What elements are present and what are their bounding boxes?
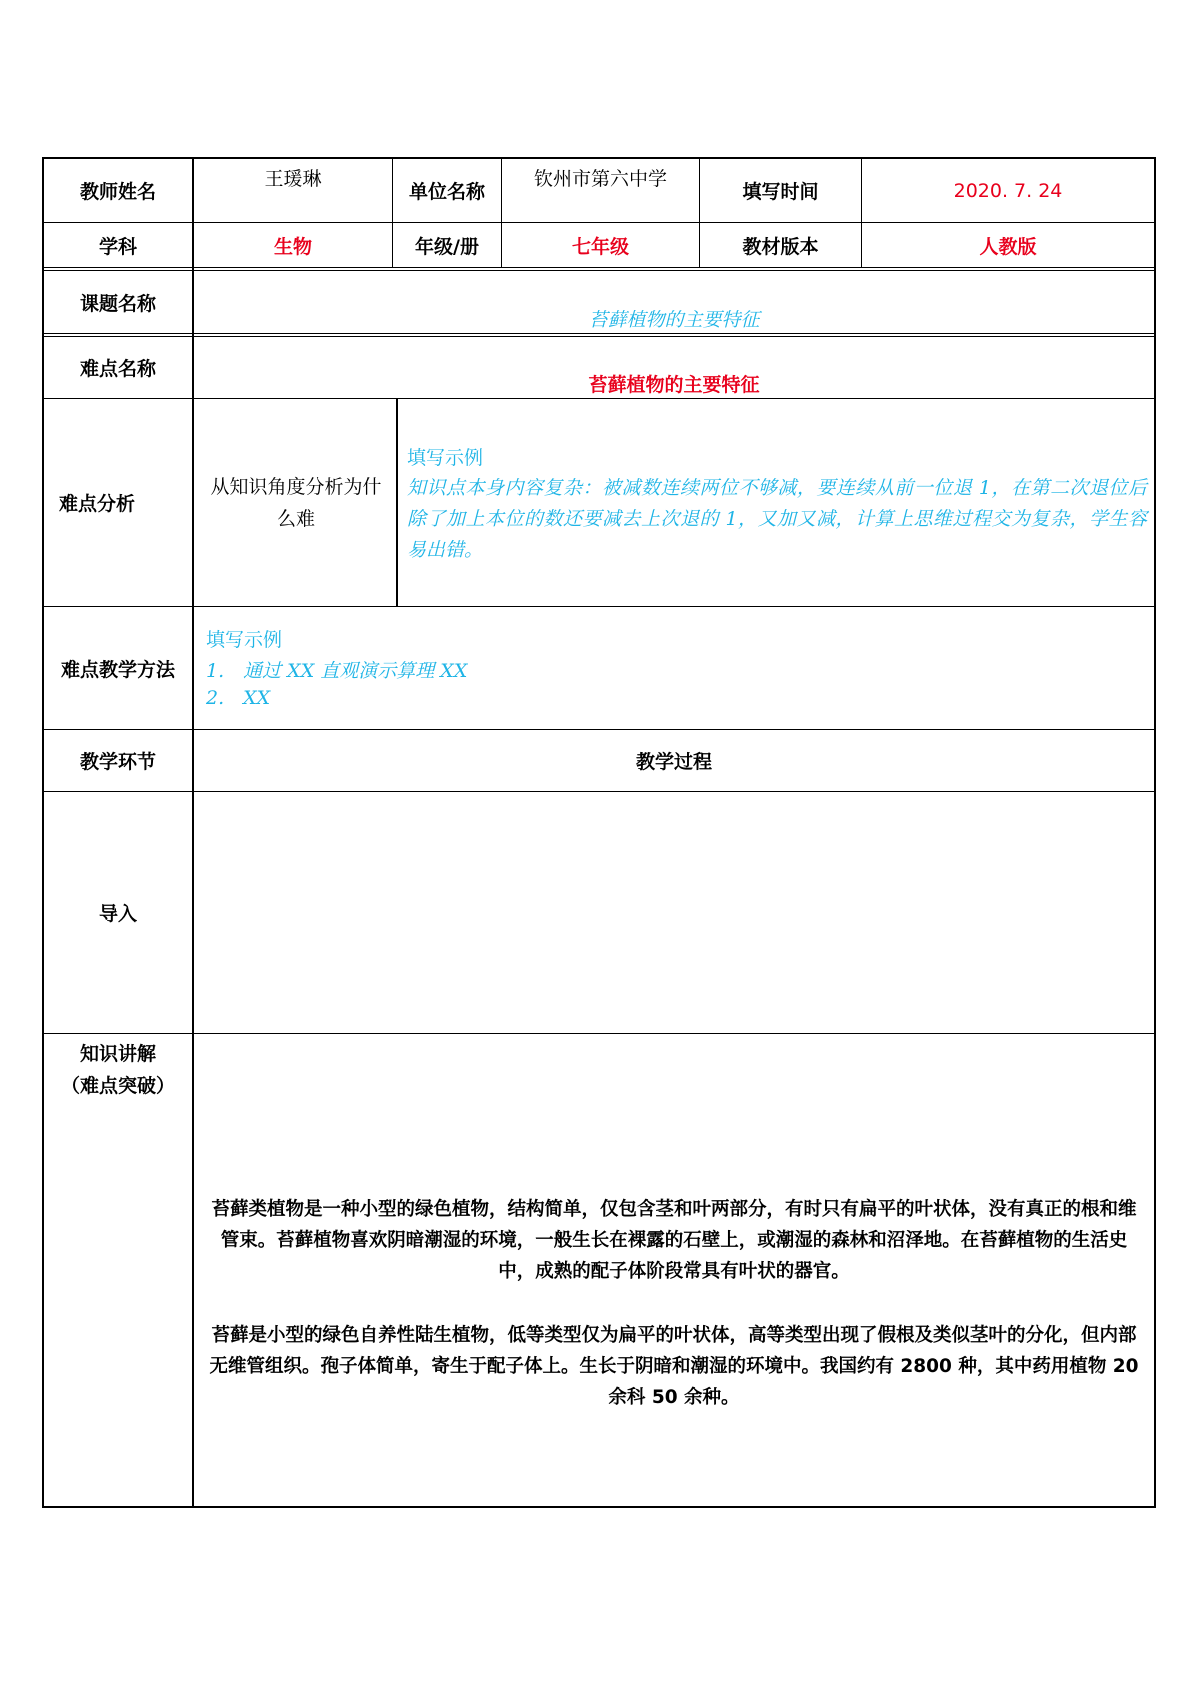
teacher-name-value: 王瑗琳 [264, 168, 322, 190]
teacher-name-label: 教师姓名 [79, 181, 156, 203]
border-bottom [42, 1506, 1156, 1508]
row-divider [42, 336, 1156, 337]
analysis-label: 难点分析 [58, 493, 135, 515]
row-divider [42, 333, 1156, 334]
analysis-sub-label: 从知识角度分析为什么难 [210, 475, 382, 530]
grade-value: 七年级 [571, 235, 629, 258]
fill-date-value: 2020. 7. 24 [953, 179, 1063, 202]
method-item-1: 1. 通过 XX 直观演示算理 XX [206, 660, 468, 682]
col-divider [396, 398, 398, 606]
fill-date-label: 填写时间 [742, 181, 819, 203]
method-example-title: 填写示例 [206, 629, 283, 651]
analysis-example-title: 填写示例 [407, 447, 484, 469]
knowledge-paragraph-2: 苔藓是小型的绿色自养性陆生植物，低等类型仅为扁平的叶状体，高等类型出现了假根及类似茎叶的分化，但内部无维管组织。孢子体简单，寄生于配子体上。生长于阴暗和潮湿的环境中。我国约有 2800 种，其中药用植物 20 余科 50 余种。 [209, 1325, 1139, 1408]
knowledge-paragraph-1: 苔藓类植物是一种小型的绿色植物，结构简单，仅包含茎和叶两部分，有时只有扁平的叶状体，没有真正的根和维管束。苔藓植物喜欢阴暗潮湿的环境，一般生长在裸露的石壁上，或潮湿的森林和沼泽地。在苔藓植物的生活史中，成熟的配子体阶段常具有叶状的器官。 [211, 1199, 1137, 1282]
unit-name-label: 单位名称 [408, 181, 485, 203]
method-item-2: 2. XX [206, 687, 271, 709]
row-divider [42, 267, 1156, 268]
row-divider [42, 791, 1156, 792]
grade-label: 年级/册 [415, 235, 479, 258]
stage-label: 教学环节 [79, 751, 156, 773]
unit-name-value: 钦州市第六中学 [533, 168, 667, 190]
knowledge-label-line2: （难点突破） [60, 1075, 175, 1097]
difficulty-label: 难点名称 [79, 358, 156, 380]
row-divider [42, 606, 1156, 607]
subject-value: 生物 [273, 235, 312, 258]
col-divider [192, 157, 194, 1508]
subject-label: 学科 [98, 235, 137, 258]
border-right [1154, 157, 1156, 1508]
row-divider [42, 1033, 1156, 1034]
difficulty-value: 苔藓植物的主要特征 [588, 374, 760, 396]
intro-label: 导入 [98, 903, 137, 925]
method-label: 难点教学方法 [60, 658, 175, 681]
analysis-example-text: 知识点本身内容复杂：被减数连续两位不够减，要连续从前一位退 1，在第二次退位后除了加上本位的数还要减去上次退的 1，又加又减，计算上思维过程交为复杂，学生容易出错。 [407, 477, 1147, 561]
process-label: 教学过程 [635, 751, 712, 773]
topic-value: 苔藓植物的主要特征 [588, 309, 760, 331]
knowledge-label [44, 1038, 192, 1102]
row-divider [42, 270, 1156, 271]
knowledge-label-line1: 知识讲解 [79, 1043, 156, 1065]
edition-label: 教材版本 [742, 235, 819, 258]
topic-label: 课题名称 [79, 292, 156, 315]
edition-value: 人教版 [979, 235, 1037, 258]
